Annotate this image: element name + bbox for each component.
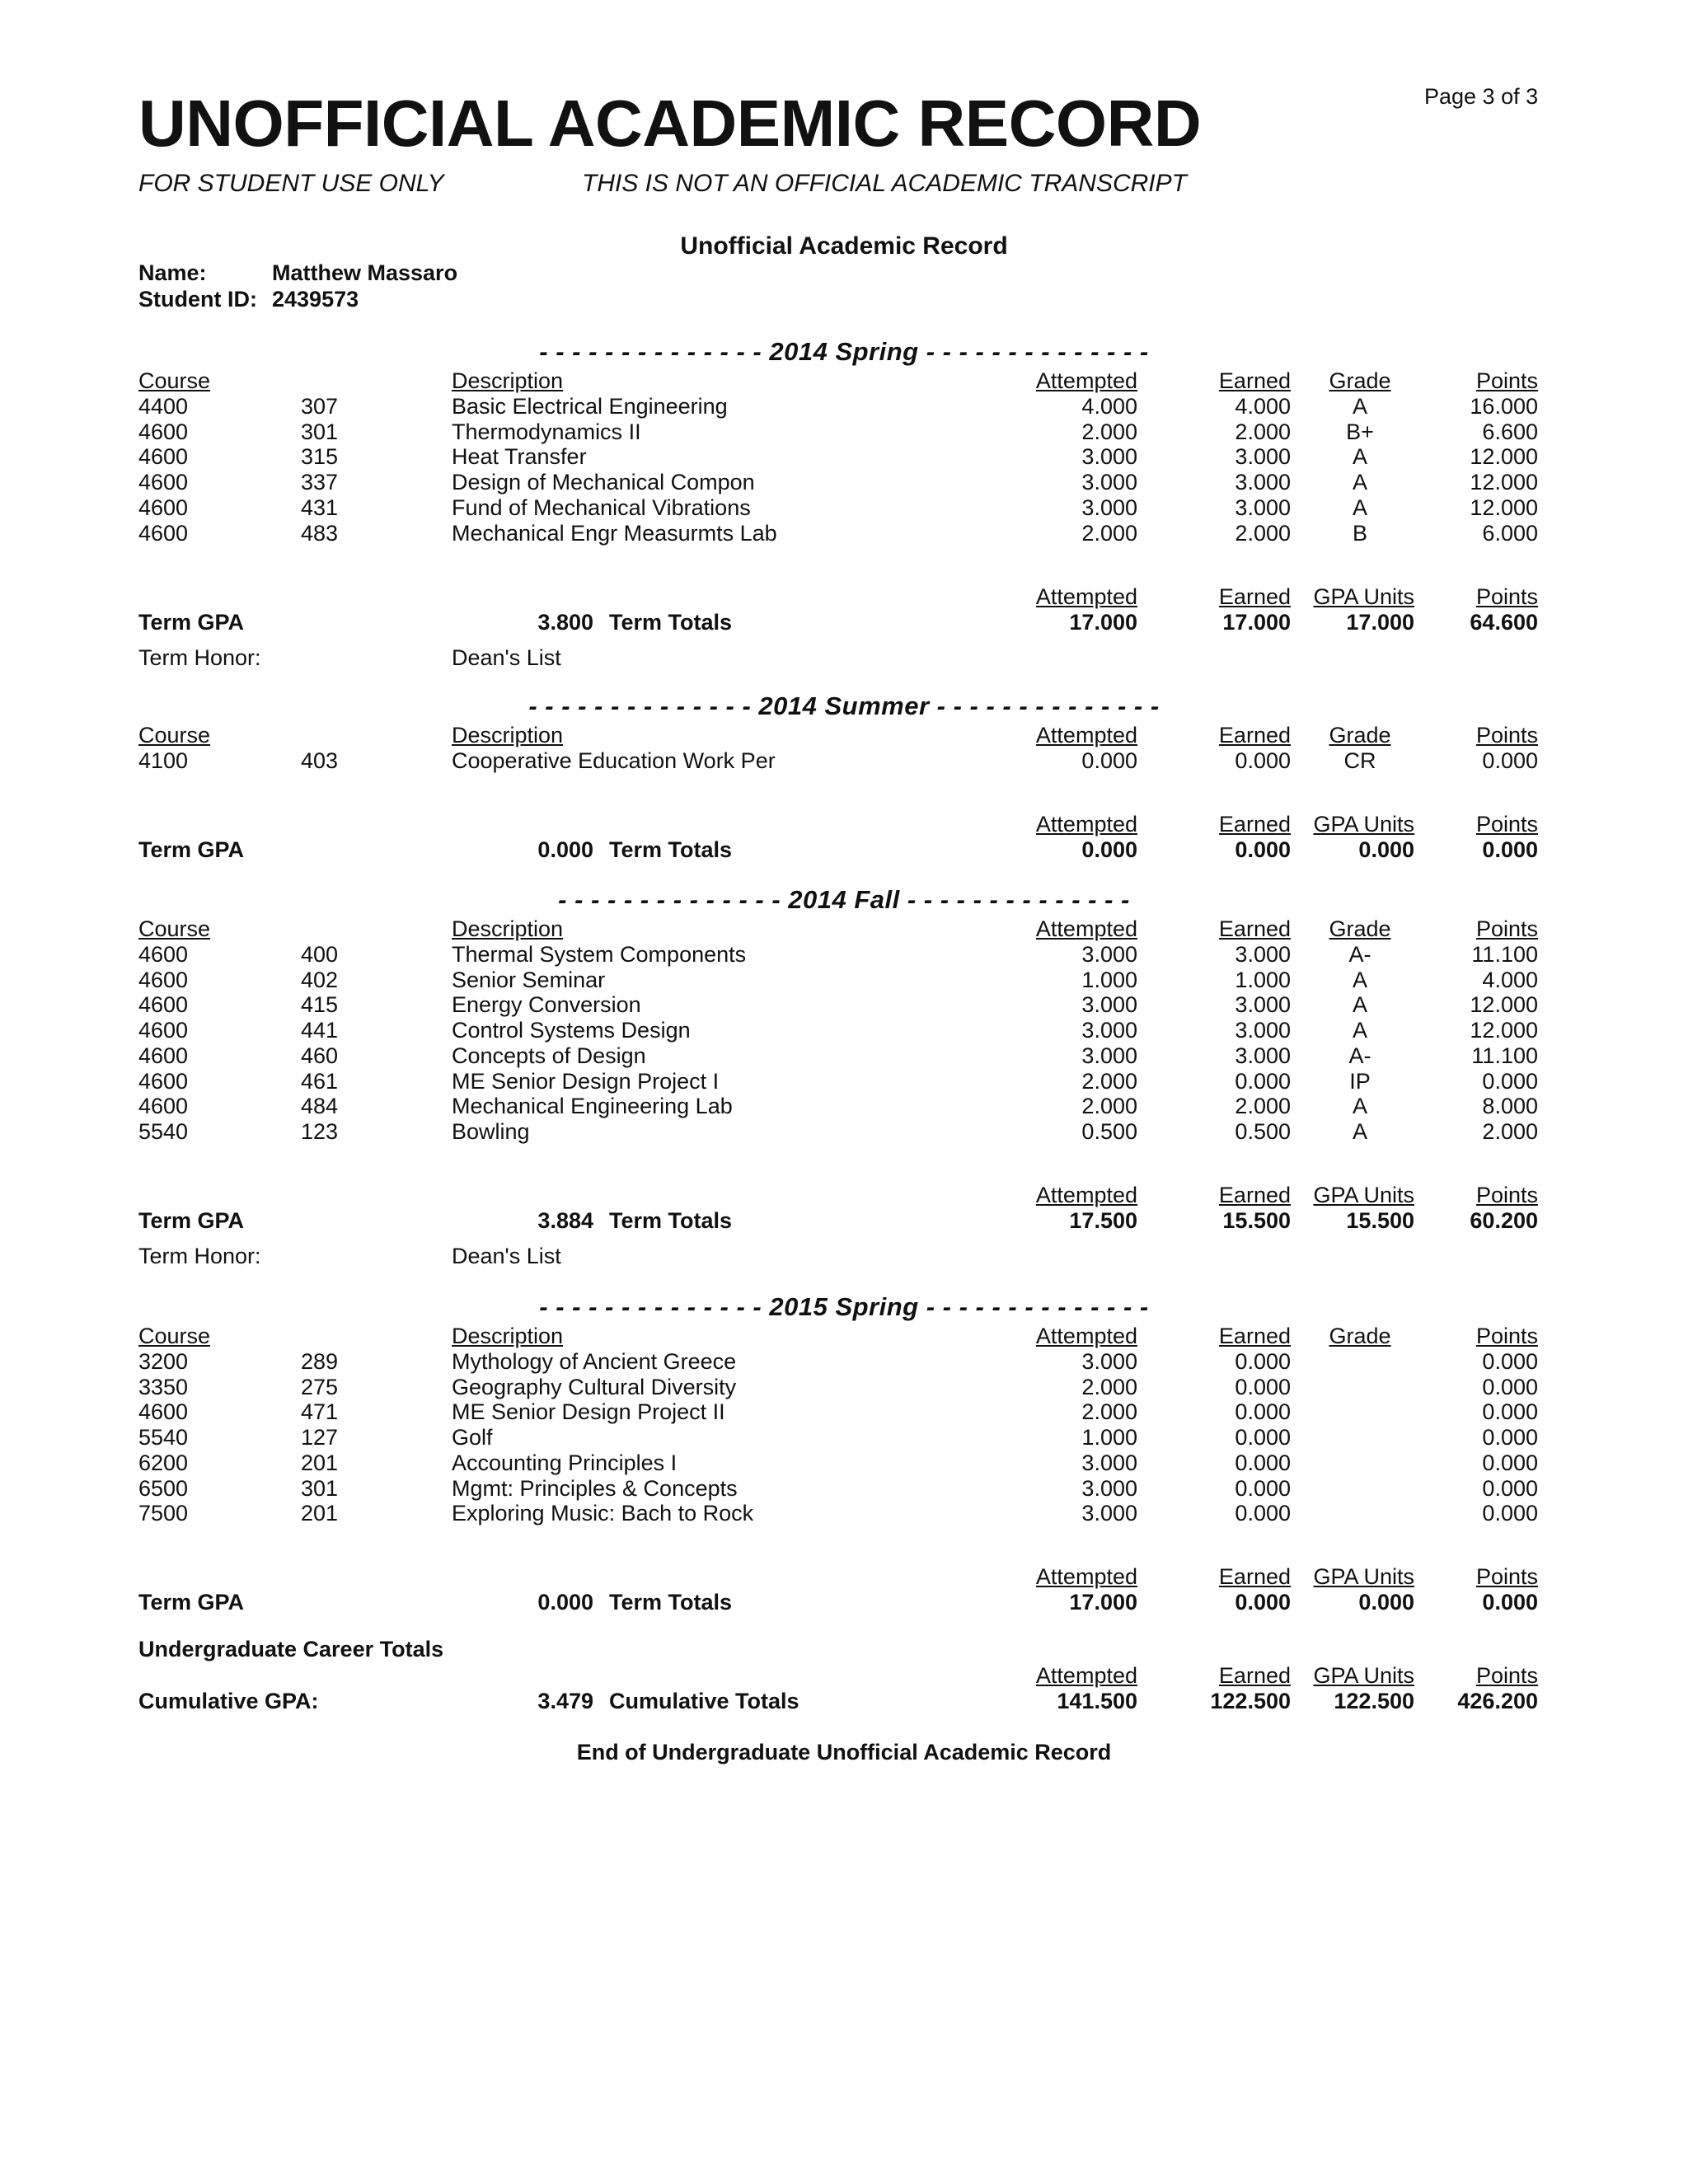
course-attempted: 3.000 <box>1081 942 1137 967</box>
course-grade: A <box>1352 992 1367 1017</box>
course-earned: 0.000 <box>1235 1399 1291 1424</box>
course-points: 0.000 <box>1482 1349 1538 1374</box>
term-gpa-value: 0.000 <box>537 837 593 862</box>
student-name: Matthew Massaro <box>272 260 458 285</box>
course-description: Cooperative Education Work Per <box>452 748 776 773</box>
course-earned: 0.000 <box>1235 1349 1291 1374</box>
course-attempted: 1.000 <box>1081 1425 1137 1450</box>
course-points: 8.000 <box>1482 1094 1538 1118</box>
term-total-attempted: 0.000 <box>1081 837 1137 862</box>
term-totals-header <box>0 1183 1688 1209</box>
course-number: 307 <box>301 394 339 419</box>
col-course-header: Course <box>138 1324 211 1348</box>
course-grade: A <box>1352 968 1367 992</box>
course-number: 289 <box>301 1349 339 1374</box>
course-attempted: 3.000 <box>1081 1043 1137 1068</box>
cumulative-gpa-label: Cumulative GPA: <box>138 1689 319 1713</box>
course-grade: B <box>1352 521 1367 546</box>
course-description: Basic Electrical Engineering <box>452 394 728 419</box>
term-header: - - - - - - - - - - - - - - 2014 Spring - - - - - - - - - - - - - - <box>539 337 1149 366</box>
course-number: 431 <box>301 495 339 520</box>
col-attempted-header: Attempted <box>1035 916 1137 941</box>
term-gpa-label: Term GPA <box>138 1208 245 1233</box>
term-total-earned: 0.000 <box>1235 837 1291 862</box>
course-table-header <box>0 368 1688 395</box>
course-grade: A <box>1352 495 1367 520</box>
course-description: Control Systems Design <box>452 1018 691 1043</box>
course-attempted: 3.000 <box>1081 1476 1137 1501</box>
course-description: Concepts of Design <box>452 1043 646 1068</box>
course-number: 337 <box>301 470 339 494</box>
course-row <box>0 992 1688 1019</box>
course-number: 123 <box>301 1119 339 1144</box>
course-table-header <box>0 723 1688 749</box>
col-gpa-units-header: GPA Units <box>1313 1663 1414 1688</box>
course-subject: 3350 <box>138 1375 189 1399</box>
col-earned-header: Earned <box>1218 1564 1291 1589</box>
term-gpa-value: 3.884 <box>537 1208 593 1233</box>
term-header: - - - - - - - - - - - - - - 2015 Spring - - - - - - - - - - - - - - <box>539 1292 1149 1321</box>
not-official-notice: THIS IS NOT AN OFFICIAL ACADEMIC TRANSCRIPT <box>582 170 1187 197</box>
course-attempted: 2.000 <box>1081 521 1137 546</box>
course-earned: 0.500 <box>1235 1119 1291 1144</box>
col-description-header: Description <box>452 916 564 941</box>
course-row <box>0 1476 1688 1502</box>
col-points-header: Points <box>1475 1663 1538 1688</box>
course-grade: A <box>1352 444 1367 469</box>
course-number: 460 <box>301 1043 339 1068</box>
col-attempted-header: Attempted <box>1035 812 1137 837</box>
col-earned-header: Earned <box>1218 1183 1291 1207</box>
cumulative-attempted: 141.500 <box>1057 1689 1137 1713</box>
course-number: 484 <box>301 1094 339 1118</box>
col-attempted-header: Attempted <box>1035 1183 1137 1207</box>
course-earned: 0.000 <box>1235 1069 1291 1094</box>
course-attempted: 3.000 <box>1081 495 1137 520</box>
course-attempted: 4.000 <box>1081 394 1137 419</box>
term-total-points: 64.600 <box>1470 610 1538 635</box>
col-points-header: Points <box>1475 1324 1538 1348</box>
course-points: 12.000 <box>1470 470 1538 494</box>
term-total-earned: 17.000 <box>1222 610 1291 635</box>
term-totals-label: Term Totals <box>609 1590 733 1615</box>
col-grade-header: Grade <box>1329 1324 1391 1348</box>
course-earned: 3.000 <box>1235 495 1291 520</box>
col-points-header: Points <box>1475 812 1538 837</box>
course-number: 471 <box>301 1399 339 1424</box>
term-totals-header <box>0 812 1688 838</box>
course-attempted: 3.000 <box>1081 1018 1137 1043</box>
col-attempted-header: Attempted <box>1035 1564 1137 1589</box>
term-totals-label: Term Totals <box>609 1208 733 1233</box>
course-grade: B+ <box>1346 419 1374 444</box>
course-subject: 4600 <box>138 1069 189 1094</box>
col-gpa-units-header: GPA Units <box>1313 1183 1414 1207</box>
col-grade-header: Grade <box>1329 723 1391 748</box>
course-number: 301 <box>301 1476 339 1501</box>
course-points: 6.000 <box>1482 521 1538 546</box>
term-totals-label: Term Totals <box>609 610 733 635</box>
col-grade-header: Grade <box>1329 916 1391 941</box>
course-earned: 3.000 <box>1235 942 1291 967</box>
course-subject: 3200 <box>138 1349 189 1374</box>
term-totals-label: Term Totals <box>609 837 733 862</box>
course-attempted: 3.000 <box>1081 1349 1137 1374</box>
student-id: 2439573 <box>272 287 359 312</box>
course-attempted: 3.000 <box>1081 1501 1137 1526</box>
course-subject: 4600 <box>138 968 189 992</box>
term-total-gpa-units: 15.500 <box>1346 1208 1414 1233</box>
course-row <box>0 942 1688 968</box>
col-earned-header: Earned <box>1218 1324 1291 1348</box>
course-subject: 4400 <box>138 394 189 419</box>
col-description-header: Description <box>452 1324 564 1348</box>
term-total-earned: 0.000 <box>1235 1590 1291 1615</box>
course-description: Accounting Principles I <box>452 1451 678 1475</box>
col-earned-header: Earned <box>1218 723 1291 748</box>
course-subject: 4600 <box>138 1399 189 1424</box>
career-totals-header <box>0 1663 1688 1690</box>
col-points-header: Points <box>1475 723 1538 748</box>
course-description: Mechanical Engineering Lab <box>452 1094 733 1118</box>
term-honor-row <box>0 645 1688 672</box>
col-attempted-header: Attempted <box>1035 723 1137 748</box>
course-points: 0.000 <box>1482 1069 1538 1094</box>
course-row <box>0 419 1688 446</box>
cumulative-gpa: 3.479 <box>537 1689 593 1713</box>
course-subject: 4600 <box>138 419 189 444</box>
course-row <box>0 394 1688 420</box>
course-row <box>0 521 1688 547</box>
col-attempted-header: Attempted <box>1035 368 1137 393</box>
course-earned: 0.000 <box>1235 1451 1291 1475</box>
course-number: 301 <box>301 419 339 444</box>
term-total-attempted: 17.000 <box>1069 610 1137 635</box>
course-row <box>0 1119 1688 1146</box>
course-points: 0.000 <box>1482 748 1538 773</box>
course-attempted: 3.000 <box>1081 1451 1137 1475</box>
course-attempted: 0.500 <box>1081 1119 1137 1144</box>
course-subject: 6200 <box>138 1451 189 1475</box>
course-attempted: 0.000 <box>1081 748 1137 773</box>
cumulative-points: 426.200 <box>1457 1689 1538 1713</box>
col-gpa-units-header: GPA Units <box>1313 812 1414 837</box>
course-number: 127 <box>301 1425 339 1450</box>
cumulative-totals-row <box>0 1689 1688 1715</box>
course-points: 0.000 <box>1482 1375 1538 1399</box>
record-title: Unofficial Academic Record <box>680 232 1008 260</box>
course-description: Geography Cultural Diversity <box>452 1375 737 1399</box>
col-points-header: Points <box>1475 916 1538 941</box>
course-attempted: 2.000 <box>1081 1069 1137 1094</box>
col-points-header: Points <box>1475 584 1538 609</box>
course-subject: 5540 <box>138 1119 189 1144</box>
col-attempted-header: Attempted <box>1035 1324 1137 1348</box>
course-description: Mythology of Ancient Greece <box>452 1349 737 1374</box>
course-points: 11.100 <box>1471 1043 1538 1068</box>
course-attempted: 3.000 <box>1081 444 1137 469</box>
course-number: 441 <box>301 1018 339 1043</box>
term-totals-header <box>0 584 1688 611</box>
col-course-header: Course <box>138 368 211 393</box>
course-earned: 3.000 <box>1235 992 1291 1017</box>
course-description: Bowling <box>452 1119 530 1144</box>
course-subject: 4600 <box>138 1094 189 1118</box>
course-attempted: 2.000 <box>1081 1399 1137 1424</box>
course-row <box>0 1043 1688 1070</box>
course-grade: IP <box>1349 1069 1371 1094</box>
student-id-label: Student ID: <box>138 287 257 312</box>
course-description: Exploring Music: Bach to Rock <box>452 1501 754 1526</box>
course-number: 461 <box>301 1069 339 1094</box>
course-description: Energy Conversion <box>452 992 641 1017</box>
term-total-gpa-units: 17.000 <box>1346 610 1414 635</box>
col-points-header: Points <box>1475 1564 1538 1589</box>
course-grade: A <box>1352 1119 1367 1144</box>
term-total-points: 0.000 <box>1482 837 1538 862</box>
course-row <box>0 1451 1688 1477</box>
term-honor-value: Dean's List <box>452 645 561 670</box>
course-row <box>0 470 1688 496</box>
col-description-header: Description <box>452 368 564 393</box>
course-subject: 6500 <box>138 1476 189 1501</box>
course-earned: 0.000 <box>1235 748 1291 773</box>
course-grade: A <box>1352 1094 1367 1118</box>
course-earned: 2.000 <box>1235 521 1291 546</box>
term-gpa-value: 0.000 <box>537 1590 593 1615</box>
course-points: 12.000 <box>1470 444 1538 469</box>
course-attempted: 3.000 <box>1081 992 1137 1017</box>
course-earned: 4.000 <box>1235 394 1291 419</box>
course-row <box>0 1399 1688 1426</box>
term-totals-row <box>0 1590 1688 1616</box>
course-row <box>0 748 1688 775</box>
course-attempted: 2.000 <box>1081 1094 1137 1118</box>
course-subject: 5540 <box>138 1425 189 1450</box>
course-earned: 2.000 <box>1235 1094 1291 1118</box>
term-gpa-label: Term GPA <box>138 1590 245 1615</box>
col-gpa-units-header: GPA Units <box>1313 584 1414 609</box>
course-row <box>0 444 1688 471</box>
course-earned: 0.000 <box>1235 1476 1291 1501</box>
end-of-record: End of Undergraduate Unofficial Academic Record <box>576 1740 1112 1765</box>
term-gpa-label: Term GPA <box>138 837 245 862</box>
course-points: 0.000 <box>1482 1451 1538 1475</box>
term-header: - - - - - - - - - - - - - - 2014 Summer - - - - - - - - - - - - - - <box>528 691 1160 720</box>
course-row <box>0 495 1688 522</box>
course-subject: 4100 <box>138 748 189 773</box>
course-subject: 4600 <box>138 470 189 494</box>
course-attempted: 1.000 <box>1081 968 1137 992</box>
course-grade: A- <box>1348 942 1372 967</box>
col-earned-header: Earned <box>1218 1663 1291 1688</box>
course-points: 6.600 <box>1482 419 1538 444</box>
cumulative-earned: 122.500 <box>1210 1689 1291 1713</box>
course-number: 400 <box>301 942 339 967</box>
course-number: 201 <box>301 1451 339 1475</box>
student-use-notice: FOR STUDENT USE ONLY <box>138 170 444 197</box>
course-subject: 7500 <box>138 1501 189 1526</box>
course-description: Thermodynamics II <box>452 419 641 444</box>
term-honor-label: Term Honor: <box>138 645 261 670</box>
course-number: 201 <box>301 1501 339 1526</box>
course-subject: 4600 <box>138 521 189 546</box>
course-number: 315 <box>301 444 339 469</box>
col-grade-header: Grade <box>1329 368 1391 393</box>
course-description: ME Senior Design Project I <box>452 1069 720 1094</box>
course-points: 12.000 <box>1470 992 1538 1017</box>
course-row <box>0 1069 1688 1095</box>
course-description: Fund of Mechanical Vibrations <box>452 495 751 520</box>
term-gpa-label: Term GPA <box>138 610 245 635</box>
course-row <box>0 1094 1688 1120</box>
course-attempted: 3.000 <box>1081 470 1137 494</box>
name-label: Name: <box>138 260 207 285</box>
course-description: Design of Mechanical Compon <box>452 470 755 494</box>
course-description: Thermal System Components <box>452 942 747 967</box>
course-row <box>0 1425 1688 1451</box>
cumulative-totals-label: Cumulative Totals <box>609 1689 799 1713</box>
col-earned-header: Earned <box>1218 812 1291 837</box>
course-points: 0.000 <box>1482 1399 1538 1424</box>
course-description: Mechanical Engr Measurmts Lab <box>452 521 777 546</box>
course-attempted: 2.000 <box>1081 1375 1137 1399</box>
course-earned: 0.000 <box>1235 1501 1291 1526</box>
term-total-points: 60.200 <box>1470 1208 1538 1233</box>
col-earned-header: Earned <box>1218 368 1291 393</box>
course-earned: 3.000 <box>1235 1043 1291 1068</box>
col-points-header: Points <box>1475 368 1538 393</box>
term-totals-row <box>0 610 1688 636</box>
course-grade: A <box>1352 394 1367 419</box>
col-attempted-header: Attempted <box>1035 584 1137 609</box>
term-totals-row <box>0 837 1688 864</box>
course-row <box>0 968 1688 994</box>
course-earned: 0.000 <box>1235 1425 1291 1450</box>
course-earned: 3.000 <box>1235 470 1291 494</box>
course-points: 11.100 <box>1471 942 1538 967</box>
term-totals-header <box>0 1564 1688 1591</box>
course-grade: A- <box>1348 1043 1372 1068</box>
course-points: 0.000 <box>1482 1501 1538 1526</box>
course-points: 0.000 <box>1482 1476 1538 1501</box>
course-subject: 4600 <box>138 495 189 520</box>
course-description: Golf <box>452 1425 493 1450</box>
course-number: 402 <box>301 968 339 992</box>
course-number: 275 <box>301 1375 339 1399</box>
col-points-header: Points <box>1475 1183 1538 1207</box>
course-subject: 4600 <box>138 444 189 469</box>
course-points: 16.000 <box>1470 394 1538 419</box>
course-points: 12.000 <box>1470 1018 1538 1043</box>
course-earned: 1.000 <box>1235 968 1291 992</box>
course-number: 403 <box>301 748 339 773</box>
term-total-gpa-units: 0.000 <box>1358 1590 1414 1615</box>
term-honor-label: Term Honor: <box>138 1244 261 1268</box>
col-description-header: Description <box>452 723 564 748</box>
career-heading: Undergraduate Career Totals <box>138 1637 444 1661</box>
course-earned: 3.000 <box>1235 1018 1291 1043</box>
course-description: Senior Seminar <box>452 968 606 992</box>
term-total-points: 0.000 <box>1482 1590 1538 1615</box>
term-total-attempted: 17.000 <box>1069 1590 1137 1615</box>
term-total-attempted: 17.500 <box>1069 1208 1137 1233</box>
course-subject: 4600 <box>138 942 189 967</box>
course-grade: A <box>1352 1018 1367 1043</box>
course-grade: CR <box>1343 748 1376 773</box>
course-table-header <box>0 1324 1688 1350</box>
course-description: Heat Transfer <box>452 444 587 469</box>
course-points: 2.000 <box>1482 1119 1538 1144</box>
course-earned: 3.000 <box>1235 444 1291 469</box>
course-subject: 4600 <box>138 1018 189 1043</box>
course-earned: 0.000 <box>1235 1375 1291 1399</box>
course-points: 4.000 <box>1482 968 1538 992</box>
course-subject: 4600 <box>138 1043 189 1068</box>
term-header: - - - - - - - - - - - - - - 2014 Fall - - - - - - - - - - - - - - <box>558 885 1130 914</box>
col-earned-header: Earned <box>1218 584 1291 609</box>
course-points: 12.000 <box>1470 495 1538 520</box>
term-honor-row <box>0 1244 1688 1270</box>
course-earned: 2.000 <box>1235 419 1291 444</box>
course-row <box>0 1349 1688 1376</box>
cumulative-gpa-units: 122.500 <box>1334 1689 1414 1713</box>
course-number: 415 <box>301 992 339 1017</box>
term-honor-value: Dean's List <box>452 1244 561 1268</box>
course-attempted: 2.000 <box>1081 419 1137 444</box>
col-attempted-header: Attempted <box>1035 1663 1137 1688</box>
term-gpa-value: 3.800 <box>537 610 593 635</box>
col-earned-header: Earned <box>1218 916 1291 941</box>
course-row <box>0 1501 1688 1527</box>
course-table-header <box>0 916 1688 943</box>
document-title: UNOFFICIAL ACADEMIC RECORD <box>138 87 1202 160</box>
course-row <box>0 1018 1688 1044</box>
course-row <box>0 1375 1688 1401</box>
col-gpa-units-header: GPA Units <box>1313 1564 1414 1589</box>
course-grade: A <box>1352 470 1367 494</box>
term-total-gpa-units: 0.000 <box>1358 837 1414 862</box>
col-course-header: Course <box>138 916 211 941</box>
page-number: Page 3 of 3 <box>1424 84 1539 109</box>
course-points: 0.000 <box>1482 1425 1538 1450</box>
course-number: 483 <box>301 521 339 546</box>
term-totals-row <box>0 1208 1688 1235</box>
course-description: Mgmt: Principles & Concepts <box>452 1476 738 1501</box>
course-description: ME Senior Design Project II <box>452 1399 725 1424</box>
course-subject: 4600 <box>138 992 189 1017</box>
term-total-earned: 15.500 <box>1222 1208 1291 1233</box>
col-course-header: Course <box>138 723 211 748</box>
